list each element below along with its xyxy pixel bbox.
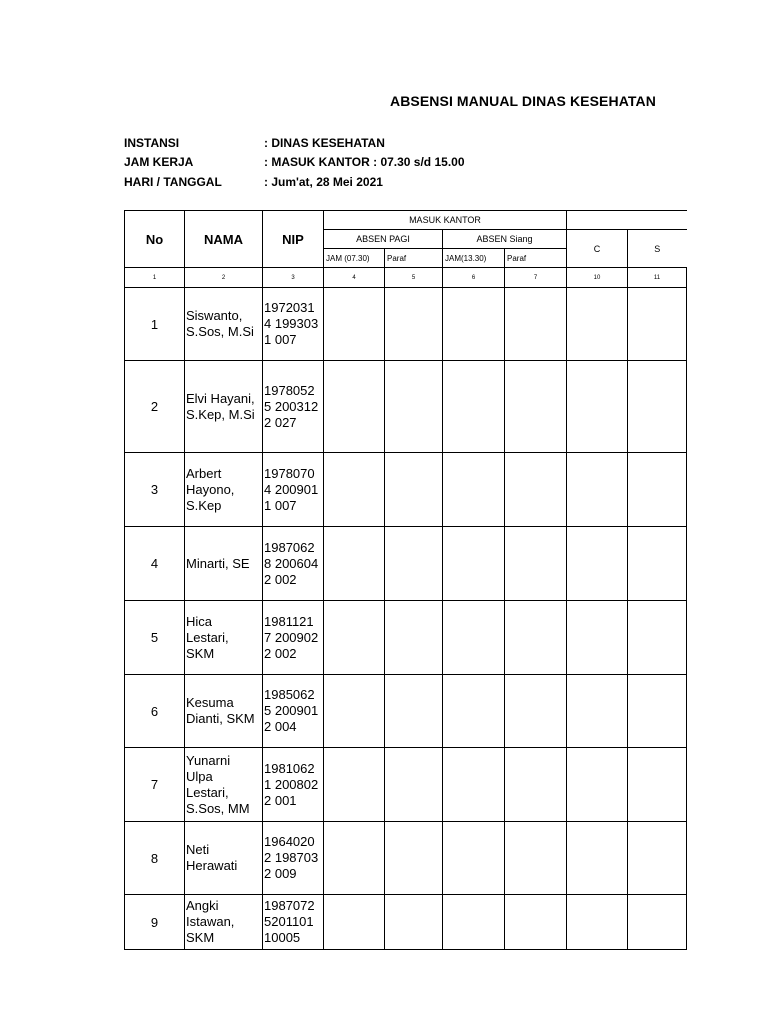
table-row — [125, 361, 687, 453]
cell-jam-pagi[interactable] — [324, 288, 385, 361]
header-no: No — [125, 211, 185, 268]
cell-paraf-siang[interactable] — [505, 748, 567, 822]
cell-paraf-pagi[interactable] — [385, 822, 443, 895]
header-paraf-pagi: Paraf — [385, 249, 443, 268]
nama-line: Minarti, SE — [186, 555, 250, 571]
row-number: 9 — [125, 895, 185, 950]
cell-s[interactable] — [628, 361, 687, 453]
cell-paraf-pagi[interactable] — [385, 895, 443, 950]
nip-line: 2 001 — [264, 792, 297, 808]
cell-jam-pagi[interactable] — [324, 895, 385, 950]
nama-line: Ulpa — [186, 768, 213, 784]
attendance-table — [124, 210, 687, 950]
nip-line: 2 009 — [264, 866, 297, 881]
header-jam-pagi: JAM (07.30) — [324, 249, 385, 268]
cell-jam-siang[interactable] — [443, 822, 505, 895]
nip-line: 1972031 — [264, 300, 315, 315]
row-number: 1 — [125, 288, 185, 361]
nip-line: 1981062 — [264, 760, 315, 776]
cell-jam-siang[interactable] — [443, 675, 505, 748]
cell-s[interactable] — [628, 822, 687, 895]
column-index-cell: 1 — [125, 268, 185, 288]
cell-paraf-pagi[interactable] — [385, 361, 443, 453]
info-label: JAM KERJA — [124, 155, 194, 169]
column-index-cell: 4 — [324, 268, 385, 288]
cell-jam-pagi[interactable] — [324, 748, 385, 822]
info-value: : MASUK KANTOR : 07.30 s/d 15.00 — [264, 155, 465, 169]
cell-s[interactable] — [628, 288, 687, 361]
cell-paraf-pagi[interactable] — [385, 601, 443, 675]
row-number: 7 — [125, 748, 185, 822]
info-value: : Jum'at, 28 Mei 2021 — [264, 175, 383, 189]
cell-jam-pagi[interactable] — [324, 361, 385, 453]
cell-paraf-siang[interactable] — [505, 527, 567, 601]
nip-line: 1964020 — [264, 834, 315, 849]
nip-line: 2 002 — [264, 571, 297, 587]
column-index-cell: 6 — [443, 268, 505, 288]
nama-line: Lestari, — [186, 784, 229, 800]
row-nama — [185, 453, 263, 527]
cell-paraf-pagi[interactable] — [385, 453, 443, 527]
row-number: 3 — [125, 453, 185, 527]
cell-jam-pagi[interactable] — [324, 601, 385, 675]
table-row — [125, 453, 687, 527]
nip-line: 5201101 — [264, 914, 314, 929]
cell-paraf-siang[interactable] — [505, 601, 567, 675]
nama-line: Kesuma — [186, 695, 234, 710]
row-nama — [185, 748, 263, 822]
nama-line: Neti — [186, 842, 210, 857]
column-index-cell: 10 — [567, 268, 628, 288]
info-label: INSTANSI — [124, 136, 180, 150]
nama-line: SKM — [186, 930, 215, 945]
cell-paraf-pagi[interactable] — [385, 527, 443, 601]
table-row — [125, 822, 687, 895]
row-number: 2 — [125, 361, 185, 453]
nama-line: Herawati — [186, 858, 238, 873]
nama-line: Arbert — [186, 465, 222, 481]
cell-paraf-siang[interactable] — [505, 453, 567, 527]
cell-paraf-pagi[interactable] — [385, 748, 443, 822]
header-c: C — [567, 230, 628, 268]
cell-paraf-siang[interactable] — [505, 895, 567, 950]
nama-line: Siswanto, — [186, 308, 243, 323]
column-index-row — [125, 268, 687, 288]
header-blank — [567, 211, 687, 230]
cell-jam-siang[interactable] — [443, 601, 505, 675]
nip-line: 1987072 — [264, 898, 315, 913]
row-number: 5 — [125, 601, 185, 675]
cell-paraf-siang[interactable] — [505, 675, 567, 748]
header-nip: NIP — [263, 211, 324, 268]
row-nip — [263, 895, 324, 950]
table-row — [125, 527, 687, 601]
row-nama — [185, 601, 263, 675]
cell-s[interactable] — [628, 527, 687, 601]
nip-line: 4 200901 — [264, 481, 319, 497]
cell-jam-pagi[interactable] — [324, 822, 385, 895]
nip-line: 1 007 — [264, 332, 297, 347]
header-s: S — [628, 230, 687, 268]
cell-paraf-pagi[interactable] — [385, 288, 443, 361]
nip-line: 1985062 — [264, 687, 315, 702]
nip-line: 1 200802 — [264, 776, 319, 792]
row-nama — [185, 895, 263, 950]
cell-jam-pagi[interactable] — [324, 527, 385, 601]
cell-s[interactable] — [628, 748, 687, 822]
cell-jam-pagi[interactable] — [324, 453, 385, 527]
nama-line: Elvi Hayani, — [186, 390, 255, 406]
info-value: : DINAS KESEHATAN — [264, 136, 385, 150]
header-absen-siang: ABSEN Siang — [443, 230, 567, 249]
row-nama — [185, 288, 263, 361]
cell-c[interactable] — [567, 601, 628, 675]
cell-jam-siang[interactable] — [443, 361, 505, 453]
nama-line: S.Sos, M.Si — [186, 324, 254, 339]
nip-line: 2 004 — [264, 719, 297, 734]
nama-line: S.Sos, MM — [186, 800, 250, 816]
nip-line: 1981121 — [264, 613, 314, 629]
cell-jam-siang[interactable] — [443, 288, 505, 361]
info-label: HARI / TANGGAL — [124, 175, 222, 189]
nip-line: 2 027 — [264, 414, 297, 430]
nip-line: 1987062 — [264, 539, 315, 555]
header-nama: NAMA — [185, 211, 263, 268]
row-nip — [263, 361, 324, 453]
row-nip — [263, 527, 324, 601]
column-index-cell: 3 — [263, 268, 324, 288]
column-index-cell: 2 — [185, 268, 263, 288]
row-nip — [263, 748, 324, 822]
cell-c[interactable] — [567, 361, 628, 453]
nama-line: Yunarni — [186, 752, 231, 768]
nip-line: 10005 — [264, 930, 301, 945]
nip-line: 8 200604 — [264, 555, 319, 571]
table-row — [125, 601, 687, 675]
table-row — [125, 288, 687, 361]
cell-jam-pagi[interactable] — [324, 675, 385, 748]
cell-paraf-siang[interactable] — [505, 288, 567, 361]
cell-s[interactable] — [628, 895, 687, 950]
cell-c[interactable] — [567, 453, 628, 527]
cell-jam-siang[interactable] — [443, 895, 505, 950]
nip-line: 2 002 — [264, 645, 297, 661]
row-nip — [263, 288, 324, 361]
row-nip — [263, 675, 324, 748]
cell-c[interactable] — [567, 895, 628, 950]
cell-paraf-pagi[interactable] — [385, 675, 443, 748]
row-nama — [185, 527, 263, 601]
cell-paraf-siang[interactable] — [505, 822, 567, 895]
nama-line: Istawan, — [186, 914, 235, 929]
row-number: 8 — [125, 822, 185, 895]
document-title: ABSENSI MANUAL DINAS KESEHATAN — [390, 93, 656, 109]
row-number: 4 — [125, 527, 185, 601]
row-nip — [263, 601, 324, 675]
nama-line: Angki — [186, 898, 219, 913]
cell-paraf-siang[interactable] — [505, 361, 567, 453]
cell-jam-siang[interactable] — [443, 453, 505, 527]
cell-s[interactable] — [628, 601, 687, 675]
nama-line: Dianti, SKM — [186, 711, 255, 726]
row-nip — [263, 822, 324, 895]
cell-s[interactable] — [628, 453, 687, 527]
nip-line: 5 200901 — [264, 703, 319, 718]
nama-line: Hayono, — [186, 481, 235, 497]
header-absen-pagi: ABSEN PAGI — [324, 230, 443, 249]
cell-c[interactable] — [567, 675, 628, 748]
nip-line: 1 007 — [264, 497, 297, 513]
header-masuk-kantor: MASUK KANTOR — [324, 211, 567, 230]
nama-line: Hica — [186, 613, 213, 629]
row-nip — [263, 453, 324, 527]
table-row — [125, 748, 687, 822]
header-paraf-siang: Paraf — [505, 249, 567, 268]
nip-line: 2 198703 — [264, 850, 319, 865]
nip-line: 7 200902 — [264, 629, 319, 645]
row-nama — [185, 675, 263, 748]
nama-line: Lestari, — [186, 629, 229, 645]
column-index-cell: 11 — [628, 268, 687, 288]
cell-c[interactable] — [567, 288, 628, 361]
nama-line: SKM — [186, 645, 215, 661]
cell-c[interactable] — [567, 748, 628, 822]
table-row — [125, 895, 687, 950]
header-jam-siang: JAM(13.30) — [443, 249, 505, 268]
nip-line: 5 200312 — [264, 398, 319, 414]
column-index-cell: 7 — [505, 268, 567, 288]
cell-s[interactable] — [628, 675, 687, 748]
nip-line: 1978070 — [264, 465, 315, 481]
cell-c[interactable] — [567, 527, 628, 601]
column-index-cell: 5 — [385, 268, 443, 288]
nip-line: 1978052 — [264, 382, 315, 398]
cell-jam-siang[interactable] — [443, 748, 505, 822]
nama-line: S.Kep — [186, 497, 222, 513]
row-nama — [185, 822, 263, 895]
cell-c[interactable] — [567, 822, 628, 895]
table-row — [125, 675, 687, 748]
row-number: 6 — [125, 675, 185, 748]
row-nama — [185, 361, 263, 453]
nama-line: S.Kep, M.Si — [186, 406, 255, 422]
nip-line: 4 199303 — [264, 316, 319, 331]
cell-jam-siang[interactable] — [443, 527, 505, 601]
